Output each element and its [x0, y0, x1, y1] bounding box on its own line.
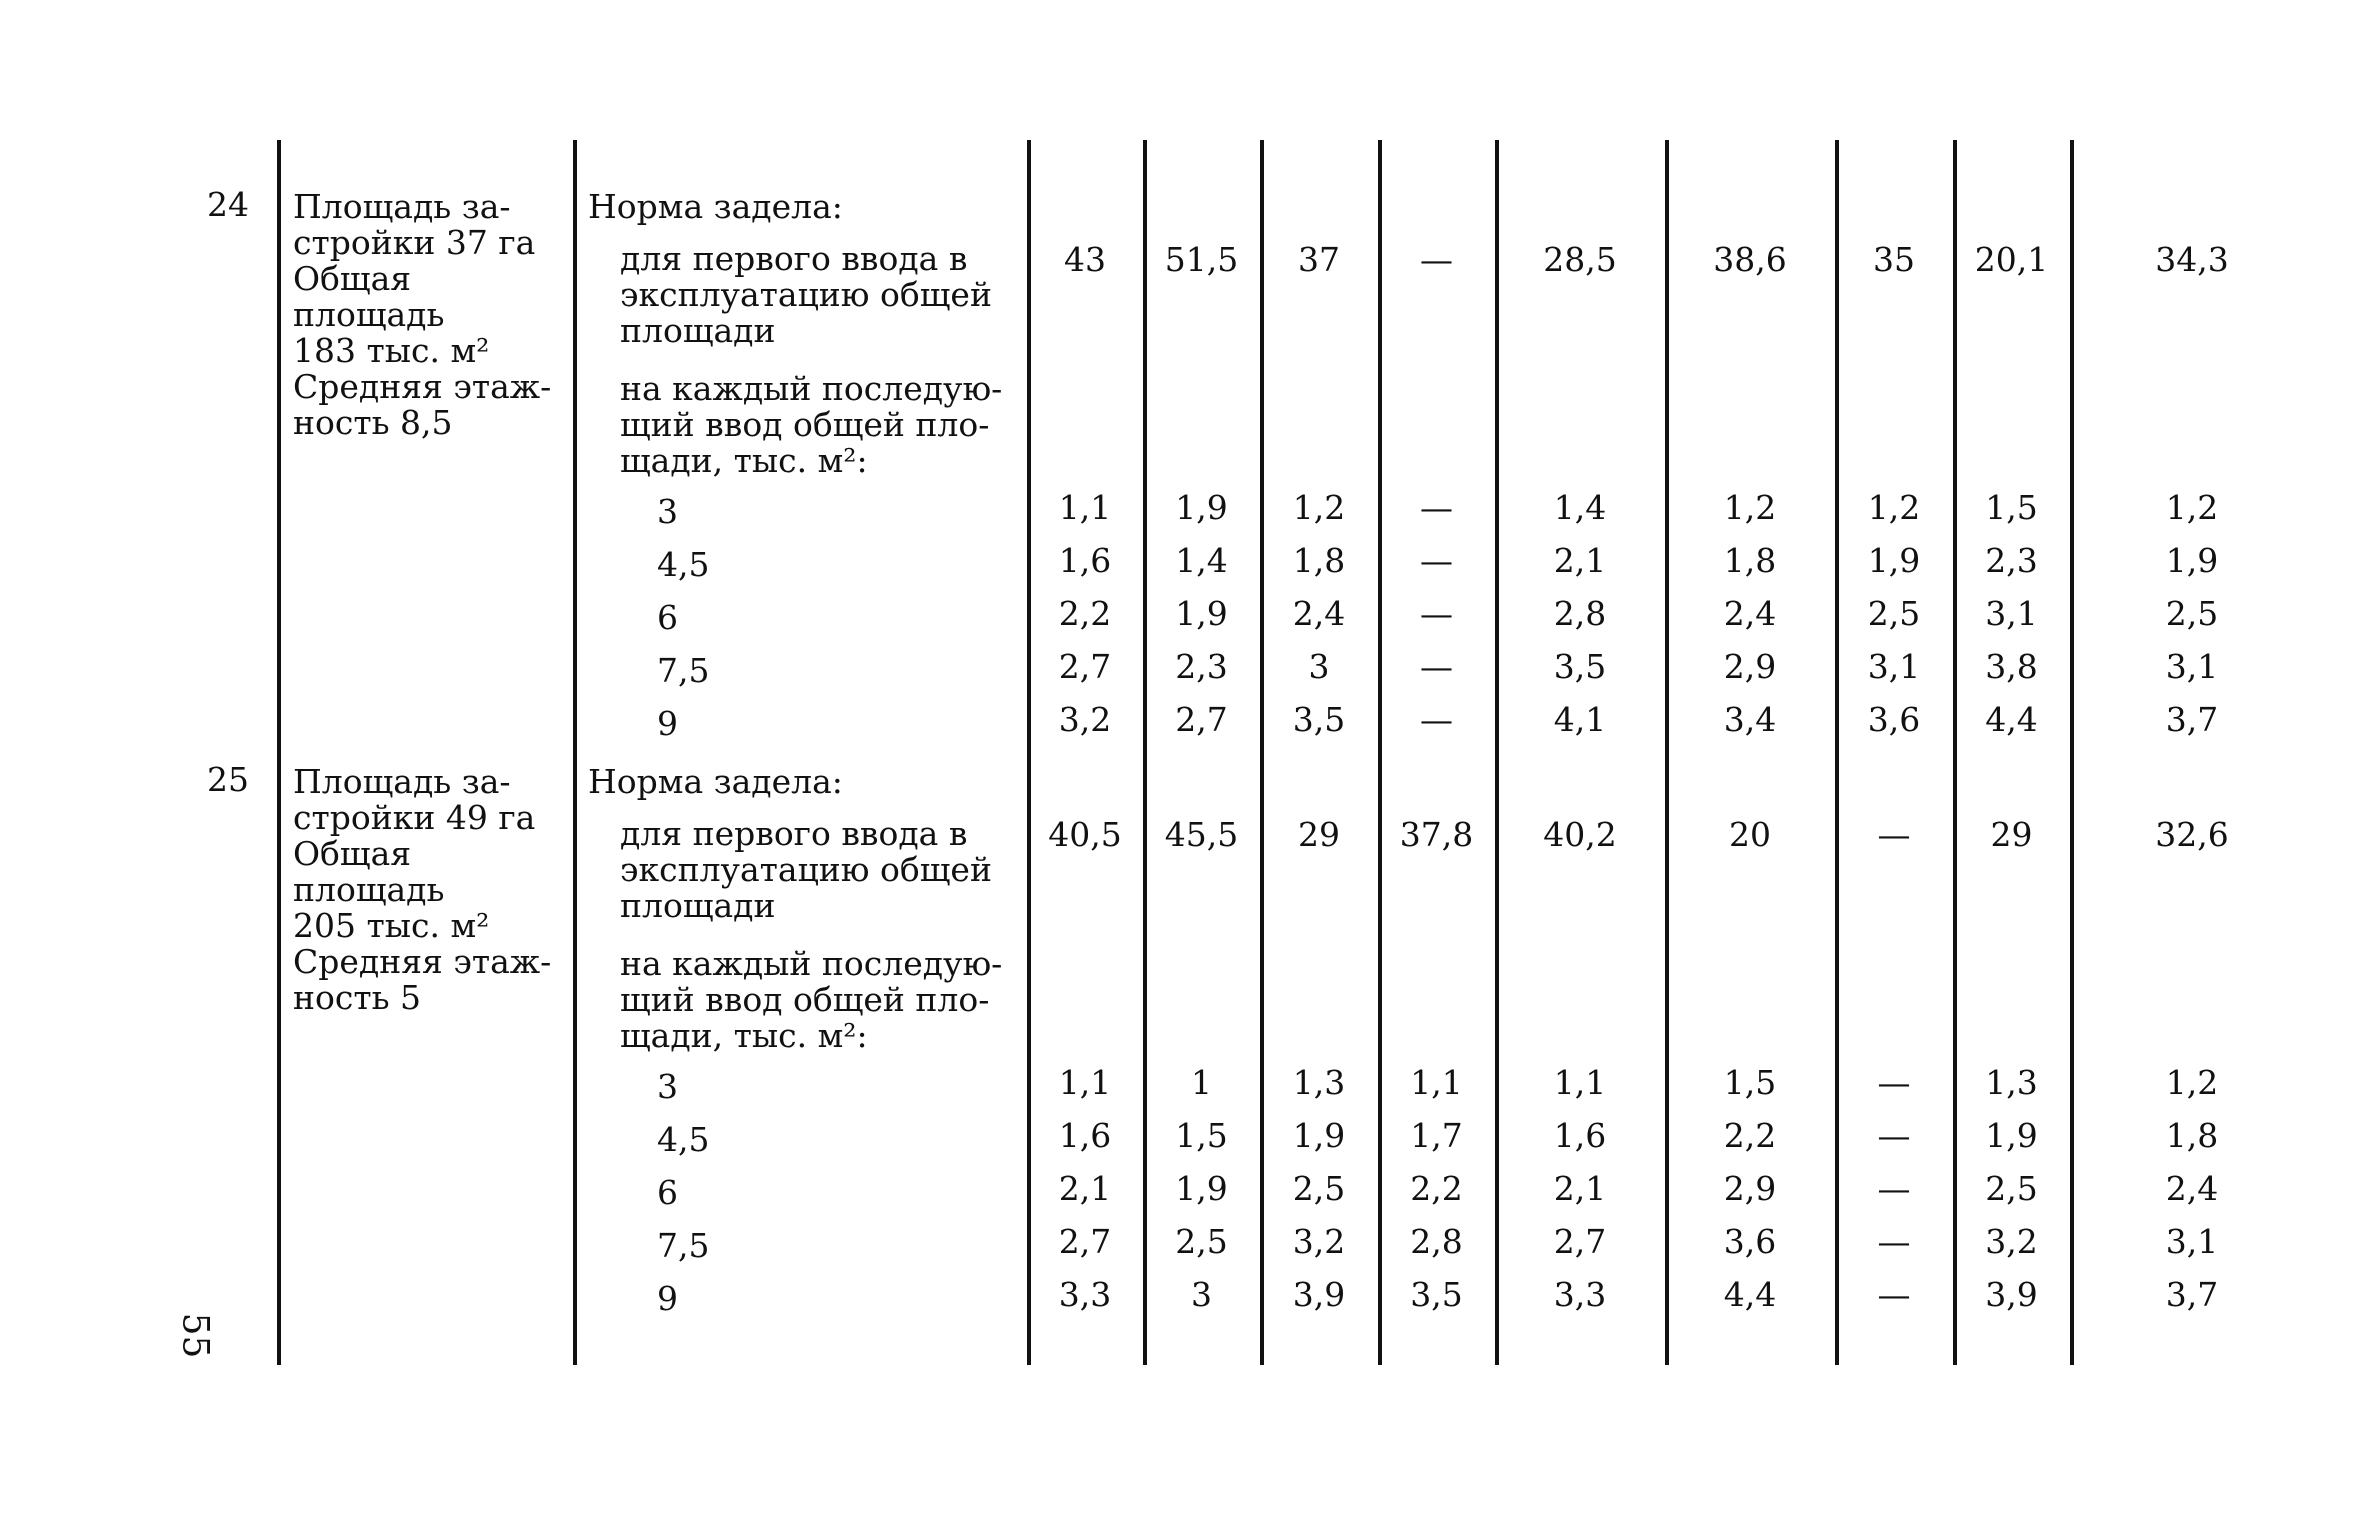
table-cell: 2,7: [1175, 700, 1228, 739]
table-cell: 1,9: [1292, 1116, 1346, 1155]
table-cell: —: [1420, 541, 1453, 580]
subsequent-input-label-line: на каждый последую-: [620, 369, 1003, 408]
table-cell: 1,6: [1058, 1116, 1112, 1155]
table-cell: 1,6: [1553, 1116, 1607, 1155]
table-cell: 1,4: [1553, 488, 1607, 527]
table-cell: —: [1877, 1169, 1911, 1208]
table-cell: 4,4: [1723, 1275, 1777, 1314]
table-cell: 3,2: [1985, 1222, 2038, 1261]
table-cell: 1,1: [1553, 1063, 1607, 1102]
table-cell: —: [1877, 1222, 1911, 1261]
area-value: 7,5: [657, 1226, 710, 1265]
object-description-line: площадь: [293, 870, 445, 909]
object-description-line: ность 8,5: [293, 403, 453, 442]
first-input-value: 38,6: [1713, 240, 1787, 279]
table-cell: —: [1877, 1116, 1911, 1155]
object-description-line: Площадь за-: [293, 187, 511, 226]
table-cell: 3,2: [1058, 700, 1112, 739]
table-cell: 1,9: [1867, 541, 1921, 580]
table-cell: 1,9: [1175, 1169, 1228, 1208]
table-cell: 2,5: [1985, 1169, 2038, 1208]
table-cell: 2,9: [1723, 1169, 1777, 1208]
table-cell: —: [1420, 594, 1453, 633]
table-cell: 3,3: [1058, 1275, 1112, 1314]
table-cell: 3,1: [1867, 647, 1921, 686]
table-cell: 1,9: [1175, 488, 1228, 527]
subsequent-input-label-line: щади, тыс. м²:: [620, 1016, 868, 1055]
norm-label: Норма задела:: [588, 762, 843, 801]
table-cell: 1,2: [1292, 488, 1346, 527]
table-cell: 3,9: [1292, 1275, 1346, 1314]
first-input-value: 29: [1298, 815, 1340, 854]
table-cell: 1,3: [1985, 1063, 2038, 1102]
area-value: 7,5: [657, 651, 710, 690]
first-input-value: 37,8: [1399, 815, 1474, 854]
table-cell: 1,9: [1985, 1116, 2038, 1155]
norm-label: Норма задела:: [588, 187, 843, 226]
object-description-line: стройки 49 га: [293, 798, 536, 837]
area-value: 4,5: [657, 545, 710, 584]
table-cell: 3,9: [1985, 1275, 2038, 1314]
table-cell: 2,8: [1410, 1222, 1463, 1261]
table-cell: 3,6: [1867, 700, 1921, 739]
area-value: 6: [657, 1173, 678, 1212]
subsequent-input-label-line: щади, тыс. м²:: [620, 441, 868, 480]
table-cell: 3: [1308, 647, 1330, 686]
area-value: 6: [657, 598, 678, 637]
table-cell: 1,6: [1058, 541, 1112, 580]
first-input-value: 51,5: [1164, 240, 1239, 279]
table-cell: 1,2: [2165, 1063, 2219, 1102]
first-input-label-line: для первого ввода в: [620, 814, 968, 853]
object-description-line: ность 5: [293, 978, 422, 1017]
table-cell: 2,1: [1553, 541, 1607, 580]
table-cell: —: [1420, 700, 1453, 739]
table-cell: 2,5: [1292, 1169, 1346, 1208]
table-cell: 1: [1191, 1063, 1212, 1102]
object-description-line: 183 тыс. м²: [293, 331, 490, 370]
table-cell: 2,4: [1292, 594, 1346, 633]
column-rule: [573, 140, 577, 1365]
table-cell: 3,6: [1723, 1222, 1777, 1261]
first-input-label-line: эксплуатацию общей: [620, 850, 992, 889]
table-cell: 3,2: [1292, 1222, 1346, 1261]
table-cell: 2,9: [1723, 647, 1777, 686]
table-cell: 2,5: [1175, 1222, 1228, 1261]
object-description-line: стройки 37 га: [293, 223, 536, 262]
table-cell: 3,7: [2165, 700, 2219, 739]
table-cell: 2,4: [2165, 1169, 2219, 1208]
table-cell: 2,7: [1058, 647, 1112, 686]
first-input-value: 20: [1729, 815, 1771, 854]
column-rule: [1495, 140, 1499, 1365]
first-input-label-line: площади: [620, 886, 776, 925]
table-cell: 3,1: [2165, 1222, 2219, 1261]
table-cell: —: [1420, 647, 1453, 686]
table-cell: 3,4: [1723, 700, 1777, 739]
table-cell: 3,5: [1410, 1275, 1463, 1314]
subsequent-input-label-line: щий ввод общей пло-: [620, 980, 990, 1019]
column-rule: [277, 140, 281, 1365]
object-description-line: Общая: [293, 834, 412, 873]
table-cell: 1,8: [1723, 541, 1777, 580]
table-cell: 2,2: [1723, 1116, 1777, 1155]
first-input-value: 32,6: [2155, 815, 2229, 854]
area-value: 4,5: [657, 1120, 710, 1159]
table-cell: 1,8: [1292, 541, 1346, 580]
object-description-line: Площадь за-: [293, 762, 511, 801]
table-cell: 1,2: [1867, 488, 1921, 527]
table-cell: 3,1: [2165, 647, 2219, 686]
first-input-value: 29: [1990, 815, 2033, 854]
first-input-value: 28,5: [1543, 240, 1617, 279]
table-cell: 1,5: [1985, 488, 2038, 527]
table-cell: 3,8: [1985, 647, 2038, 686]
table-cell: 2,7: [1058, 1222, 1112, 1261]
row-number: 25: [207, 760, 249, 799]
first-input-value: 35: [1873, 240, 1915, 279]
table-cell: 1,5: [1723, 1063, 1777, 1102]
table-cell: —: [1420, 488, 1453, 527]
table-cell: 2,1: [1058, 1169, 1112, 1208]
area-value: 3: [657, 1067, 678, 1106]
table-cell: 3: [1191, 1275, 1212, 1314]
table-cell: 3,7: [2165, 1275, 2219, 1314]
table-cell: 1,9: [1175, 594, 1228, 633]
first-input-value: —: [1420, 240, 1453, 279]
first-input-value: 20,1: [1974, 240, 2049, 279]
table-cell: 4,1: [1553, 700, 1607, 739]
area-value: 9: [657, 704, 678, 743]
first-input-value: 45,5: [1164, 815, 1239, 854]
table-cell: 2,3: [1175, 647, 1228, 686]
table-cell: 3,1: [1985, 594, 2038, 633]
object-description-line: 205 тыс. м²: [293, 906, 490, 945]
row-number: 24: [207, 185, 249, 224]
table-cell: 2,1: [1553, 1169, 1607, 1208]
table-cell: 2,2: [1058, 594, 1112, 633]
table-cell: 1,2: [1723, 488, 1777, 527]
table-cell: —: [1877, 1275, 1911, 1314]
first-input-label-line: для первого ввода в: [620, 239, 968, 278]
subsequent-input-label-line: щий ввод общей пло-: [620, 405, 990, 444]
first-input-value: 34,3: [2155, 240, 2229, 279]
table-cell: 2,5: [2165, 594, 2219, 633]
table-cell: 1,1: [1058, 488, 1112, 527]
area-value: 3: [657, 492, 678, 531]
first-input-value: 43: [1064, 240, 1106, 279]
table-cell: —: [1877, 1063, 1911, 1102]
subsequent-input-label-line: на каждый последую-: [620, 944, 1003, 983]
object-description-line: Средняя этаж-: [293, 942, 552, 981]
first-input-value: —: [1877, 815, 1911, 854]
table-cell: 1,3: [1292, 1063, 1346, 1102]
table-cell: 2,8: [1553, 594, 1607, 633]
table-cell: 1,4: [1175, 541, 1228, 580]
column-rule: [1665, 140, 1669, 1365]
table-cell: 2,5: [1867, 594, 1921, 633]
table-cell: 1,7: [1410, 1116, 1463, 1155]
table-cell: 3,5: [1553, 647, 1607, 686]
table-cell: 3,3: [1553, 1275, 1607, 1314]
table-cell: 2,2: [1410, 1169, 1463, 1208]
area-value: 9: [657, 1279, 678, 1318]
table-cell: 4,4: [1985, 700, 2038, 739]
first-input-value: 37: [1298, 240, 1340, 279]
table-cell: 1,9: [2165, 541, 2219, 580]
column-rule: [2070, 140, 2074, 1365]
object-description-line: Средняя этаж-: [293, 367, 552, 406]
object-description-line: площадь: [293, 295, 445, 334]
first-input-label-line: площади: [620, 311, 776, 350]
table-cell: 1,1: [1058, 1063, 1112, 1102]
table-cell: 1,5: [1175, 1116, 1228, 1155]
first-input-value: 40,2: [1543, 815, 1617, 854]
table-cell: 2,7: [1553, 1222, 1607, 1261]
first-input-label-line: эксплуатацию общей: [620, 275, 992, 314]
table-cell: 2,3: [1985, 541, 2038, 580]
object-description-line: Общая: [293, 259, 412, 298]
table-cell: 2,4: [1723, 594, 1777, 633]
table-cell: 1,1: [1410, 1063, 1463, 1102]
table-cell: 3,5: [1292, 700, 1346, 739]
table-cell: 1,2: [2165, 488, 2219, 527]
page-number: 55: [174, 1312, 216, 1359]
first-input-value: 40,5: [1048, 815, 1122, 854]
table-cell: 1,8: [2165, 1116, 2219, 1155]
